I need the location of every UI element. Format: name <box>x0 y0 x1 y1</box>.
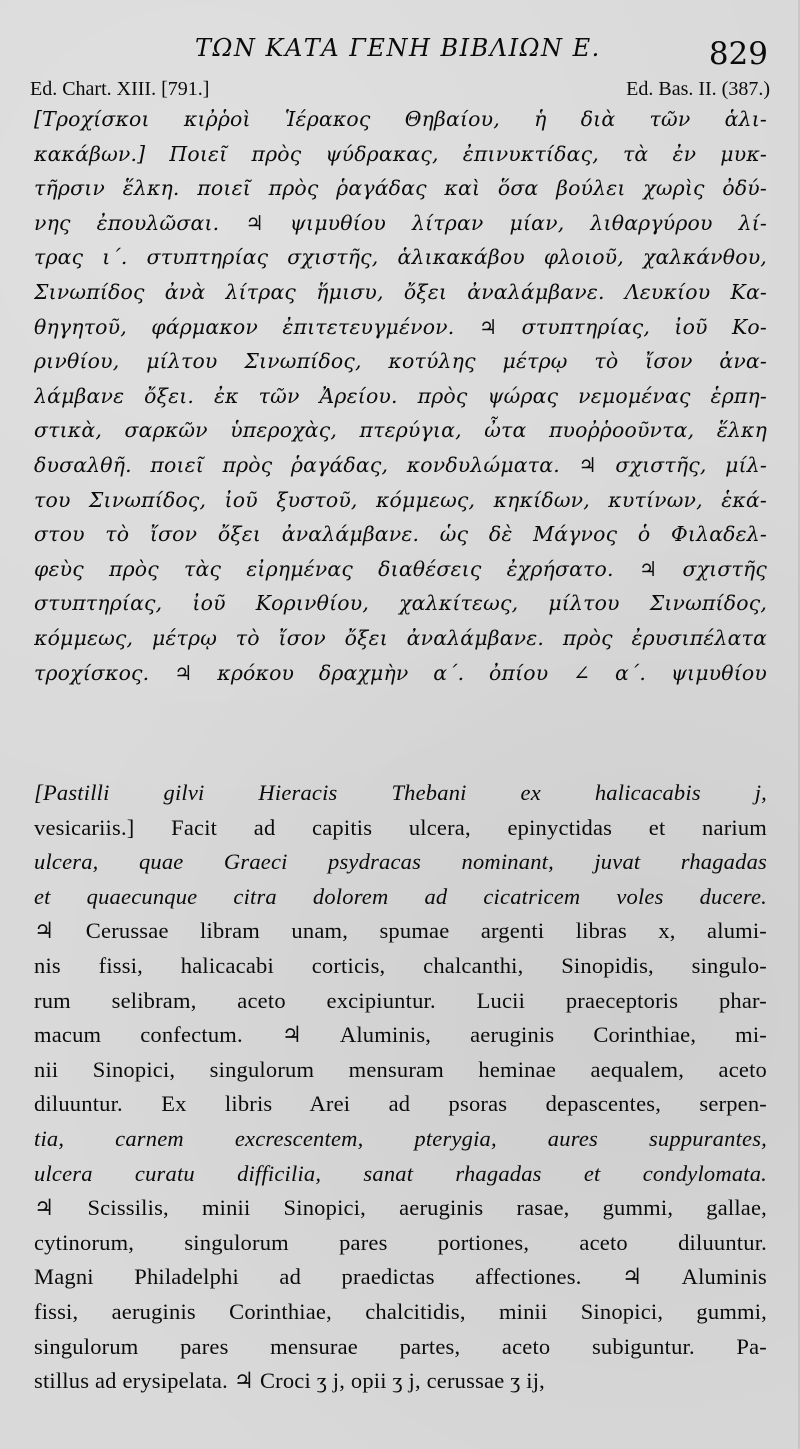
latin-text-line: diluuntur. Ex libris Arei ad psoras depascentes, serpen- <box>34 1091 767 1117</box>
latin-text-line: macum confectum. ♃ Aluminis, aeruginis Corinthiae, mi- <box>34 1022 767 1048</box>
greek-text-line: λάμβανε ὄξει. ἐκ τῶν Ἀρείου. πρὸς ψώρας νεμομένας ἑρπη- <box>34 383 767 408</box>
greek-text-line: ρινθίου, μίλτου Σινωπίδος, κοτύλης μέτρῳ τὸ ἴσον ἀνα- <box>34 349 767 374</box>
edition-reference-chartier: Ed. Chart. XIII. [791.] <box>30 78 210 100</box>
running-title: ΤΩΝ ΚΑΤΑ ΓΕΝΗ ΒΙΒΛΙΩΝ Ε. <box>195 34 601 62</box>
running-head <box>0 28 800 72</box>
greek-text-line: φεὺς πρὸς τὰς εἰρημένας διαθέσεις ἐχρήσατο. ♃ σχιστῆς <box>34 556 767 581</box>
greek-text-line: στου τὸ ἴσον ὄξει ἀναλάμβανε. ὡς δὲ Μάγνος ὁ Φιλαδελ- <box>34 522 767 547</box>
latin-text-line: rum selibram, aceto excipiuntur. Lucii praeceptoris phar- <box>34 987 767 1013</box>
latin-text-line: Magni Philadelphi ad praedictas affectiones. ♃ Aluminis <box>34 1264 767 1290</box>
latin-text-line: singulorum pares mensurae partes, aceto subiguntur. Pa- <box>34 1333 767 1359</box>
page-number: 829 <box>708 36 768 72</box>
latin-text-line: vesicariis.] Facit ad capitis ulcera, epinyctidas et narium <box>34 814 767 840</box>
latin-text-line: tia, carnem excrescentem, pterygia, aures suppurantes, <box>34 1125 767 1151</box>
latin-text-line: nis fissi, halicacabi corticis, chalcanthi, Sinopidis, singulo- <box>34 952 767 978</box>
greek-text-line: θηγητοῦ, φάρμακον ἐπιτετευγμένον. ♃ στυπτηρίας, ἰοῦ Κο- <box>34 314 767 339</box>
greek-text-line: [Τροχίσκοι κιῤῥοὶ Ἱέρακος Θηβαίου, ἡ διὰ τῶν ἁλι- <box>34 107 767 131</box>
latin-text-line: fissi, aeruginis Corinthiae, chalcitidis, minii Sinopici, gummi, <box>34 1298 767 1324</box>
greek-text-line: του Σινωπίδος, ἰοῦ ξυστοῦ, κόμμεως, κηκίδων, κυτίνων, ἑκά- <box>34 487 767 512</box>
edition-reference-basel: Ed. Bas. II. (387.) <box>626 78 770 100</box>
greek-text-line: κακάβων.] Ποιεῖ πρὸς ψύδρακας, ἐπινυκτίδας, τὰ ἐν μυκ- <box>34 141 767 166</box>
latin-text-line: [Pastilli gilvi Hieracis Thebani ex halicacabis j, <box>34 780 767 805</box>
greek-text-line: Σινωπίδος ἀνὰ λίτρας ἥμισυ, ὄξει ἀναλάμβανε. Λευκίου Κα- <box>34 279 767 304</box>
greek-text-line: στυπτηρίας, ἰοῦ Κορινθίου, χαλκίτεως, μίλτου Σινωπίδος, <box>34 591 767 616</box>
greek-text-line: τῆρσιν ἕλκη. ποιεῖ πρὸς ῥαγάδας καὶ ὅσα βούλει χωρὶς ὀδύ- <box>34 176 767 201</box>
greek-text-line: τροχίσκος. ♃ κρόκου δραχμὴν α΄. ὀπίου ∠ α΄. ψιμυθίου <box>34 660 767 685</box>
greek-text-line: νης ἐπουλῶσαι. ♃ ψιμυθίου λίτραν μίαν, λιθαργύρου λί- <box>34 210 767 235</box>
latin-text-line: ♃ Cerussae libram unam, spumae argenti libras x, alumi- <box>34 918 767 944</box>
latin-text-line: ♃ Scissilis, minii Sinopici, aeruginis rasae, gummi, gallae, <box>34 1195 767 1221</box>
latin-text-block <box>34 776 767 1399</box>
greek-text-line: τρας ι΄. στυπτηρίας σχιστῆς, ἁλικακάβου φλοιοῦ, χαλκάνθου, <box>34 245 767 270</box>
greek-text-line: κόμμεως, μέτρῳ τὸ ἴσον ὄξει ἀναλάμβανε. πρὸς ἐρυσιπέλατα <box>34 625 767 650</box>
latin-text-line: nii Sinopici, singulorum mensuram heminae aequalem, aceto <box>34 1056 767 1082</box>
latin-text-line: ulcera, quae Graeci psydracas nominant, juvat rhagadas <box>34 849 767 875</box>
latin-text-line: et quaecunque citra dolorem ad cicatricem voles ducere. <box>34 883 767 909</box>
latin-text-line: ulcera curatu difficilia, sanat rhagadas et condylomata. <box>34 1160 767 1186</box>
greek-text-line: δυσαλθῆ. ποιεῖ πρὸς ῥαγάδας, κονδυλώματα. ♃ σχιστῆς, μίλ- <box>34 452 767 477</box>
latin-text-line: stillus ad erysipelata. ♃ Croci ʒ j, opii ʒ j, cerussae ʒ ij, <box>34 1368 545 1394</box>
latin-text-line: cytinorum, singulorum pares portiones, aceto diluuntur. <box>34 1229 767 1255</box>
greek-text-block <box>34 102 767 690</box>
greek-text-line: στικὰ, σαρκῶν ὑπεροχὰς, πτερύγια, ὦτα πυοῤῥοοῦντα, ἕλκη <box>34 418 767 443</box>
